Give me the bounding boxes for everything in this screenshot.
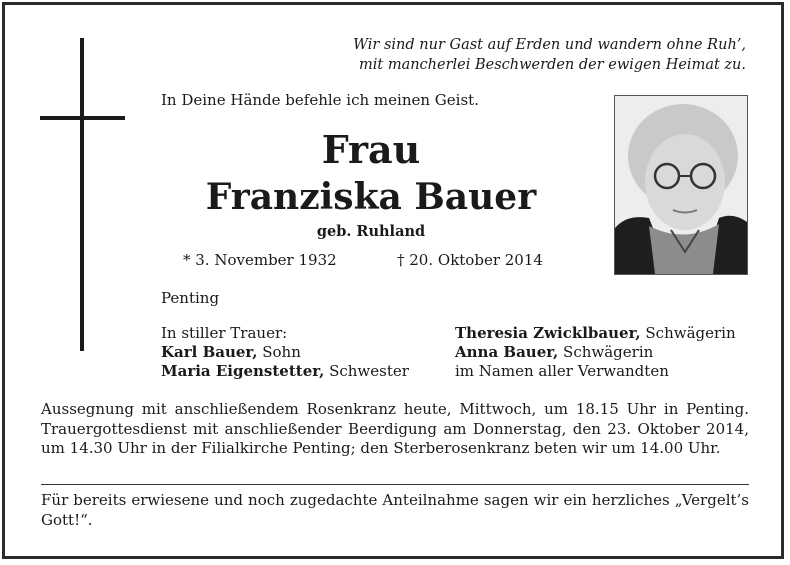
birth-date: * 3. November 1932 [183, 251, 337, 269]
portrait-illustration [615, 96, 747, 274]
maiden-name: geb. Ruhland [316, 223, 426, 240]
mourner-name: Theresia Zwicklbauer, [455, 324, 641, 342]
deceased-name: Franziska Bauer [205, 176, 537, 218]
portrait-photo [614, 95, 748, 275]
death-date: † 20. Oktober 2014 [397, 251, 543, 269]
mourners-left [161, 324, 409, 381]
bible-verse: In Deine Hände befehle ich meinen Geist. [161, 91, 479, 109]
mourner-name: Maria Eigenstetter, [161, 362, 325, 380]
mourners-intro: In stiller Trauer: [161, 324, 288, 342]
mourner-item [455, 343, 736, 362]
mourner-relation: im Namen aller Verwandten [455, 362, 669, 380]
mourner-item [161, 343, 409, 362]
place: Penting [161, 289, 220, 307]
motto [226, 35, 746, 75]
mourner-relation: Schwester [324, 362, 409, 380]
service-details: Aussegnung mit anschließendem Rosenkranz heute, Mittwoch, um 18.15 Uhr in Penting. Trauergottesdienst mit anschließender Beerdigung am Donnerstag, den 23. Oktober 2014, um 14.30 Uhr in der Filialkirche Penting; den Sterberosenkranz beten wir um 14.00 Uhr. [41, 400, 749, 457]
cross-icon [80, 38, 84, 351]
motto-line-1: Wir sind nur Gast auf Erden und wandern ohne Ruh’, [353, 37, 746, 53]
mourner-relation: Schwägerin [558, 343, 654, 361]
notice-frame [2, 2, 784, 559]
mourner-relation: Schwägerin [640, 324, 736, 342]
mourner-item [161, 362, 409, 381]
mourner-name: Anna Bauer, [455, 343, 559, 361]
mourner-item [455, 324, 736, 343]
mourner-item [455, 362, 736, 381]
cross-icon-bar [40, 116, 125, 120]
thanks-text: Für bereits erwiesene und noch zugedachte Anteilnahme sagen wir ein herzliches „Vergelt’s Gott!“. [41, 491, 749, 529]
mourner-relation: Sohn [257, 343, 301, 361]
deceased-title: Frau [321, 127, 421, 172]
mourners-right [455, 324, 736, 381]
motto-line-2: mit mancherlei Beschwerden der ewigen Heimat zu. [359, 57, 746, 73]
mourner-name: Karl Bauer, [161, 343, 258, 361]
divider [41, 484, 749, 485]
